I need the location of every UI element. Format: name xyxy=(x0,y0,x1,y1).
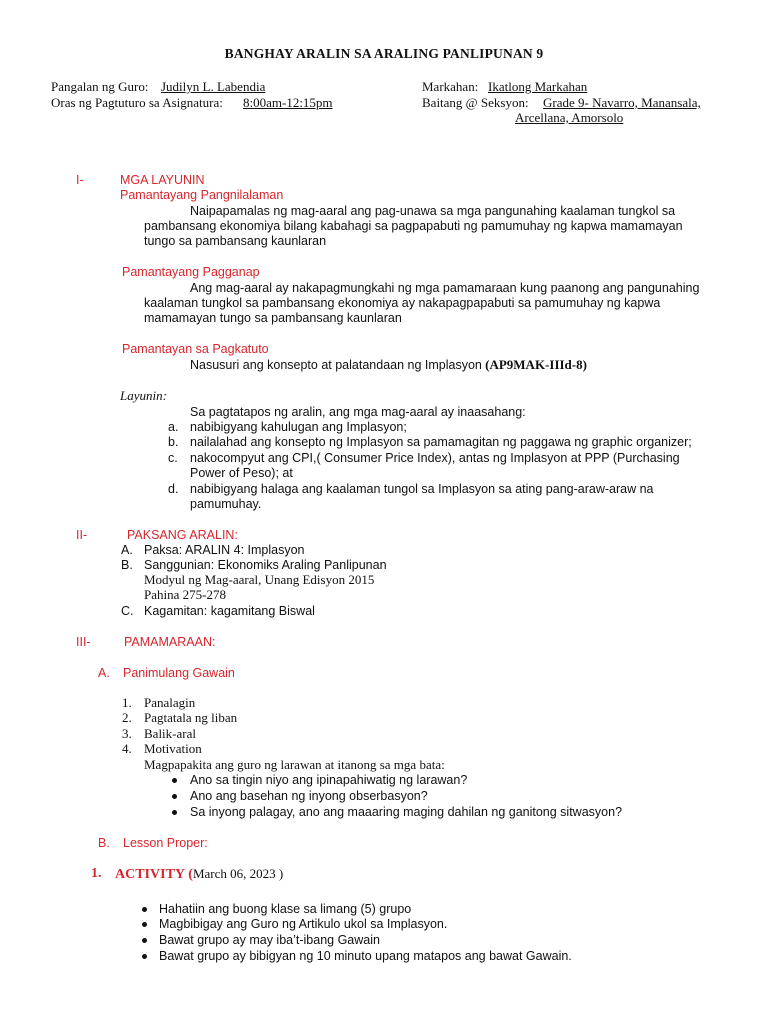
part-a-heading: Panimulang Gawain xyxy=(123,666,235,680)
activity-date: March 06, 2023 ) xyxy=(192,866,284,881)
activity-bullet: Bawat grupo ay bibigyan ng 10 minuto upang matapos ang bawat Gawain. xyxy=(159,949,572,963)
objective-item-continued: pamumuhay. xyxy=(190,497,262,511)
objective-item: nabibigyang halaga ang kaalaman tungol sa Implasyon sa ating pang-araw-araw na xyxy=(190,482,654,496)
grade-value-line2: Arcellana, Amorsolo xyxy=(515,110,624,125)
objective-marker: d. xyxy=(168,482,179,496)
objective-marker: a. xyxy=(168,420,179,434)
performance-standard-line: Ang mag-aaral ay nakapagmungkahi ng mga pamamaraan kung paanong ang pangunahing xyxy=(190,281,700,295)
objective-item-continued: Power of Peso); at xyxy=(190,466,293,480)
activity-bullet: Magbibigay ang Guro ng Artikulo ukol sa Implasyon. xyxy=(159,917,448,931)
section-2-numeral: II- xyxy=(76,528,88,542)
topic-item: Paksa: ARALIN 4: Implasyon xyxy=(144,543,305,557)
page-title: BANGHAY ARALIN SA ARALING PANLIPUNAN 9 xyxy=(224,46,544,61)
step-item: Motivation xyxy=(144,741,202,756)
section-3-numeral: III- xyxy=(76,635,91,649)
motivation-question: Ano sa tingin niyo ang ipinapahiwatig ng larawan? xyxy=(190,773,468,787)
motivation-question: Ano ang basehan ng inyong obserbasyon? xyxy=(190,789,428,803)
grade-value-line1: Grade 9- Navarro, Manansala, xyxy=(543,95,701,110)
bullet-icon xyxy=(172,778,177,783)
objectives-intro: Sa pagtatapos ng aralin, ang mga mag-aaral ay inaasahang: xyxy=(190,405,526,419)
topic-item: Kagamitan: kagamitang Biswal xyxy=(144,604,315,618)
topic-item: Sanggunian: Ekonomiks Araling Panlipunan xyxy=(144,558,387,572)
objective-item: nailalahad ang konsepto ng Implasyon sa pamamagitan ng paggawa ng graphic organizer; xyxy=(190,435,692,449)
performance-standard-line: mamamayan tungo sa pambansang kaunlaran xyxy=(144,311,402,325)
topic-item-continued: Pahina 275-278 xyxy=(144,587,226,602)
content-standard-line: tungo sa pambansang kaunlaran xyxy=(144,234,327,248)
learning-competency-code: (AP9MAK-IIId-8) xyxy=(485,357,587,372)
performance-standard-heading: Pamantayang Pagganap xyxy=(122,265,260,279)
part-a-marker: A. xyxy=(98,666,110,680)
quarter-value: Ikatlong Markahan xyxy=(488,79,588,94)
objective-item: nakocompyut ang CPI,( Consumer Price Index), antas ng Implasyon at PPP (Purchasing xyxy=(190,451,680,465)
objectives-label: Layunin: xyxy=(120,388,167,403)
section-1-numeral: I- xyxy=(76,173,84,187)
part-b-heading: Lesson Proper: xyxy=(123,836,208,850)
topic-marker: B. xyxy=(121,558,133,572)
objective-item: nabibigyang kahulugan ang Implasyon; xyxy=(190,420,407,434)
activity-label: ACTIVITY xyxy=(115,867,186,882)
objective-marker: c. xyxy=(168,451,178,465)
motivation-question: Sa inyong palagay, ano ang maaaring maging dahilan ng ganitong sitwasyon? xyxy=(190,805,623,819)
time-label: Oras ng Pagtuturo sa Asignatura: xyxy=(51,95,223,110)
step-item: Pagtatala ng liban xyxy=(144,710,238,725)
content-standard-heading: Pamantayang Pangnilalaman xyxy=(120,188,284,202)
grade-label: Baitang @ Seksyon: xyxy=(422,95,529,110)
bullet-icon xyxy=(142,922,147,927)
learning-competency-line xyxy=(190,357,587,373)
activity-bullet: Hahatiin ang buong klase sa limang (5) grupo xyxy=(159,902,412,916)
bullet-icon xyxy=(142,954,147,959)
step-marker: 3. xyxy=(122,726,132,741)
section-3-heading: PAMAMARAAN: xyxy=(124,635,216,649)
content-standard-line: Naipapamalas ng mag-aaral ang pag-unawa sa mga pangunahing kaalaman tungkol sa xyxy=(190,204,676,218)
quarter-label: Markahan: xyxy=(422,79,479,94)
topic-marker: C. xyxy=(121,604,134,618)
bullet-icon xyxy=(172,794,177,799)
step-marker: 1. xyxy=(122,695,132,710)
bullet-icon xyxy=(142,938,147,943)
activity-marker: 1. xyxy=(91,866,102,881)
topic-item-continued: Modyul ng Mag-aaral, Unang Edisyon 2015 xyxy=(144,572,375,587)
learning-competency-heading: Pamantayan sa Pagkatuto xyxy=(122,342,269,356)
part-b-marker: B. xyxy=(98,836,110,850)
motivation-intro: Magpapakita ang guro ng larawan at itanong sa mga bata: xyxy=(144,757,445,772)
performance-standard-line: kaalaman tungkol sa pambansang ekonomiya ay nakapagpapabuti sa pamumuhay ng kapwa xyxy=(144,296,661,310)
learning-competency-text: Nasusuri ang konsepto at palatandaan ng Implasyon xyxy=(190,358,482,372)
teacher-label: Pangalan ng Guro: xyxy=(51,79,149,94)
objective-marker: b. xyxy=(168,435,179,449)
activity-open-paren: ( xyxy=(188,867,193,882)
section-2-heading: PAKSANG ARALIN: xyxy=(127,528,238,542)
section-1-heading: MGA LAYUNIN xyxy=(120,173,205,187)
activity-bullet: Bawat grupo ay may iba’t-ibang Gawain xyxy=(159,933,380,947)
teacher-name: Judilyn L. Labendia xyxy=(161,79,266,94)
time-value: 8:00am-12:15pm xyxy=(243,95,333,110)
step-marker: 2. xyxy=(122,710,132,725)
bullet-icon xyxy=(142,907,147,912)
bullet-icon xyxy=(172,810,177,815)
step-marker: 4. xyxy=(122,741,132,756)
step-item: Panalagin xyxy=(144,695,196,710)
content-standard-line: pambansang ekonomiya bilang kabahagi sa pagpapabuti ng pamumuhay ng kapwa mamamayan xyxy=(144,219,683,233)
step-item: Balik-aral xyxy=(144,726,196,741)
topic-marker: A. xyxy=(121,543,133,557)
activity-heading xyxy=(115,866,283,883)
